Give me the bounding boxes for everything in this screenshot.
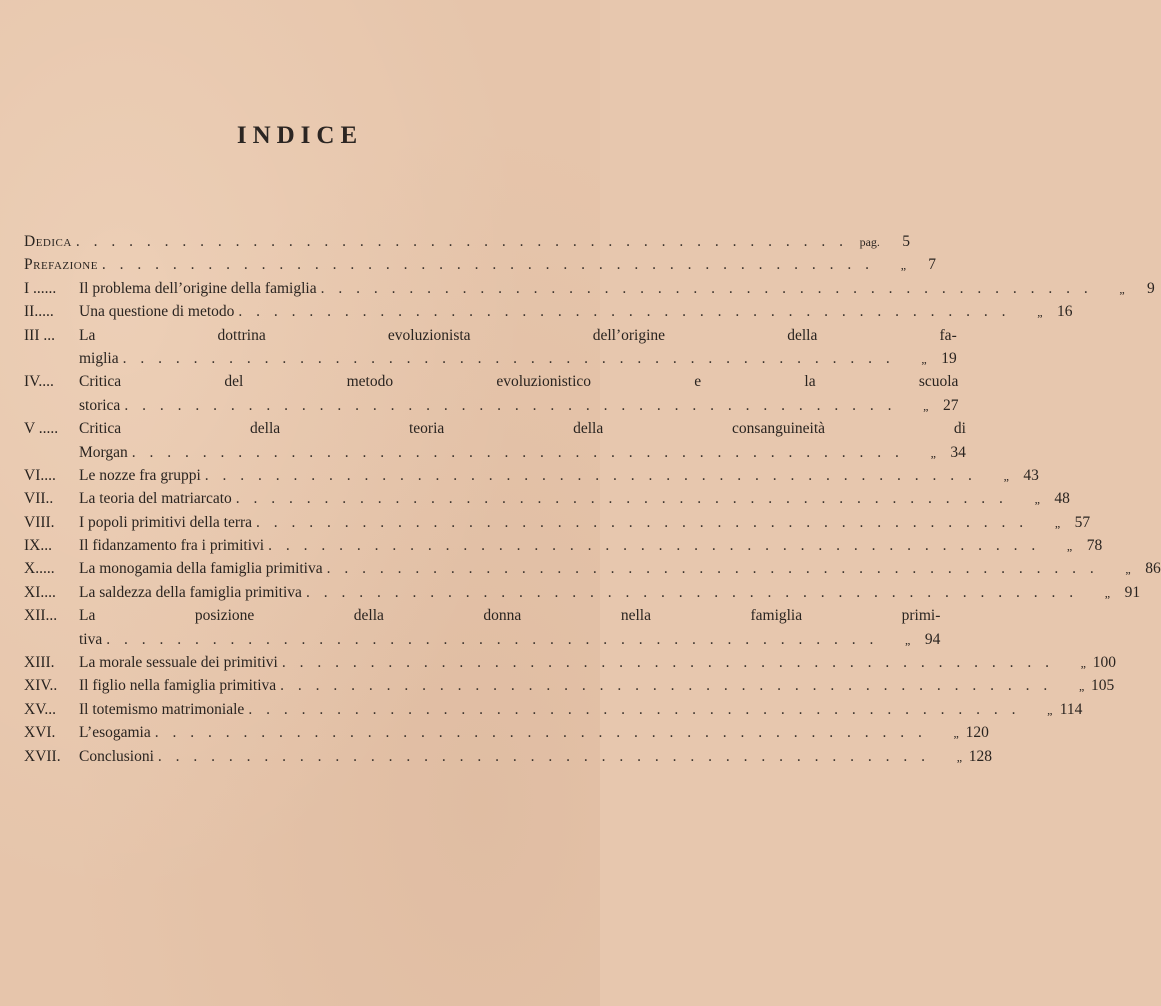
toc-entry-title: Prefazione <box>24 256 98 274</box>
chapter-number: XIV.. <box>24 677 58 695</box>
toc-entry-dedica <box>24 230 910 253</box>
leader-dots <box>244 698 1024 721</box>
toc-entry-title: La dottrina evoluzionista dell’origine della fa- <box>79 326 957 344</box>
toc-entry-title-continued: storica <box>79 396 121 414</box>
ditto-mark: „ <box>923 398 929 413</box>
toc-page-number: 78 <box>1086 537 1103 555</box>
toc-entry-chapter <box>24 745 993 768</box>
toc-entry-chapter <box>24 300 1073 323</box>
toc-entry-chapter <box>24 534 1103 557</box>
toc-entry-title: La morale sessuale dei primitivi <box>79 654 278 672</box>
ditto-mark: „ <box>1066 539 1073 554</box>
toc-page-number: 91 <box>1124 583 1141 601</box>
ditto-mark: „ <box>1078 679 1085 694</box>
leader-dots <box>302 581 1082 604</box>
toc-entry-chapter <box>24 651 1116 674</box>
leader-dots <box>119 347 899 370</box>
chapter-number: X..... <box>24 560 55 578</box>
toc-entry-title: Una questione di metodo <box>79 303 235 321</box>
toc-page-number: 27 <box>942 396 959 414</box>
chapter-number: XI.... <box>24 583 56 601</box>
ditto-mark: „ <box>956 749 963 764</box>
chapter-number: VII.. <box>24 490 54 508</box>
toc-entry-title: La posizione della donna nella famiglia primi- <box>79 607 941 625</box>
chapter-number: IV.... <box>24 373 54 391</box>
toc-entry-title: Il fidanzamento fra i primitivi <box>79 537 265 555</box>
ditto-mark: „ <box>1054 515 1061 530</box>
ditto-mark: „ <box>1003 468 1009 483</box>
leader-dots <box>154 745 934 768</box>
chapter-number: I ...... <box>24 279 57 297</box>
toc-page-number: 128 <box>968 747 993 765</box>
toc-entry-chapter <box>24 511 1091 534</box>
leader-dots <box>128 441 908 464</box>
leader-dots <box>72 230 852 253</box>
toc-entry-chapter <box>24 674 1115 697</box>
leader-dots <box>264 534 1044 557</box>
leader-dots <box>234 300 1014 323</box>
ditto-mark: „ <box>953 726 959 741</box>
toc-page-number: 120 <box>965 724 989 742</box>
toc-entry-chapter <box>24 464 1039 487</box>
leader-dots <box>323 557 1103 580</box>
toc-entry-title: La saldezza della famiglia primitiva <box>79 583 302 601</box>
toc-page-number: 94 <box>924 630 941 648</box>
toc-entry-title-continued: miglia <box>79 349 119 367</box>
toc-entry-title-continued: tiva <box>79 630 103 648</box>
toc-page-number: 34 <box>950 443 966 461</box>
toc-entry-chapter <box>24 581 1141 604</box>
toc-entry-title: La teoria del matriarcato <box>79 490 232 508</box>
chapter-number: VIII. <box>24 513 55 531</box>
toc-entry-title: Il figlio nella famiglia primitiva <box>79 677 277 695</box>
chapter-number: VI.... <box>24 466 56 484</box>
toc-entry-title: I popoli primitivi della terra <box>79 513 253 531</box>
toc-entry-title: L’esogamia <box>79 724 151 742</box>
table-of-contents <box>24 230 1161 768</box>
toc-page-number: 19 <box>941 349 957 367</box>
chapter-number: III ... <box>24 326 55 344</box>
toc-page-number: 114 <box>1059 700 1083 718</box>
ditto-mark: „ <box>1125 562 1131 577</box>
leader-dots <box>120 394 900 417</box>
toc-entry-title: La monogamia della famiglia primitiva <box>79 560 323 578</box>
toc-entry-chapter <box>24 557 1161 580</box>
toc-entry-title: Critica del metodo evoluzionistico e la scuola <box>79 373 959 391</box>
toc-page-number: 57 <box>1074 513 1091 531</box>
toc-entry-title: Critica della teoria della consanguineità di <box>79 420 966 438</box>
chapter-number: XVI. <box>24 724 56 742</box>
leader-dots <box>317 277 1097 300</box>
leader-dots <box>276 674 1056 697</box>
chapter-number: XII... <box>24 607 58 625</box>
leader-dots <box>278 651 1058 674</box>
ditto-mark: „ <box>1047 702 1053 717</box>
leader-dots <box>232 487 1012 510</box>
ditto-mark: „ <box>930 445 936 460</box>
toc-entry-chapter <box>24 324 957 371</box>
ditto-mark: „ <box>1119 281 1125 296</box>
chapter-number: II..... <box>24 303 54 321</box>
ditto-mark: „ <box>1080 656 1086 671</box>
leader-dots <box>102 628 882 651</box>
page-abbrev: pag. <box>859 235 880 249</box>
ditto-mark: „ <box>900 258 907 273</box>
toc-entry-title: Le nozze fra gruppi <box>79 466 201 484</box>
toc-entry-chapter <box>24 370 959 417</box>
ditto-mark: „ <box>905 632 911 647</box>
chapter-number: XIII. <box>24 654 55 672</box>
toc-entry-title: Il totemismo matrimoniale <box>79 700 245 718</box>
ditto-mark: „ <box>1037 305 1043 320</box>
leader-dots <box>201 464 981 487</box>
ditto-mark: „ <box>1104 585 1111 600</box>
toc-entry-chapter <box>24 698 1083 721</box>
toc-page-number: 86 <box>1145 560 1161 578</box>
leader-dots <box>151 721 931 744</box>
page-title: INDICE <box>236 122 364 149</box>
toc-page-number: 7 <box>928 256 937 274</box>
toc-page-number: 105 <box>1091 677 1115 695</box>
chapter-number: V ..... <box>24 420 59 438</box>
toc-page-number: 43 <box>1023 466 1039 484</box>
toc-page-number: 9 <box>1146 279 1155 297</box>
leader-dots <box>98 253 878 276</box>
chapter-number: XVII. <box>24 747 61 765</box>
toc-entry-prefazione <box>24 253 937 276</box>
ditto-mark: „ <box>921 351 927 366</box>
toc-entry-title: Il problema dell’origine della famiglia <box>79 279 317 297</box>
toc-entry-title-continued: Morgan <box>79 443 128 461</box>
toc-entry-chapter <box>24 604 941 651</box>
toc-page-number: 48 <box>1054 490 1070 508</box>
toc-page-number: 100 <box>1092 654 1116 672</box>
toc-entry-title: Conclusioni <box>79 747 154 765</box>
toc-page-number: 16 <box>1057 303 1073 321</box>
chapter-number: IX... <box>24 537 52 555</box>
toc-entry-chapter <box>24 487 1070 510</box>
toc-entry-chapter <box>24 417 966 464</box>
ditto-mark: „ <box>1034 492 1040 507</box>
chapter-number: XV... <box>24 700 57 718</box>
toc-entry-chapter <box>24 277 1155 300</box>
leader-dots <box>252 511 1032 534</box>
toc-page-number: 5 <box>902 233 910 250</box>
toc-entry-title: Dedica <box>24 233 72 250</box>
toc-entry-chapter <box>24 721 989 744</box>
